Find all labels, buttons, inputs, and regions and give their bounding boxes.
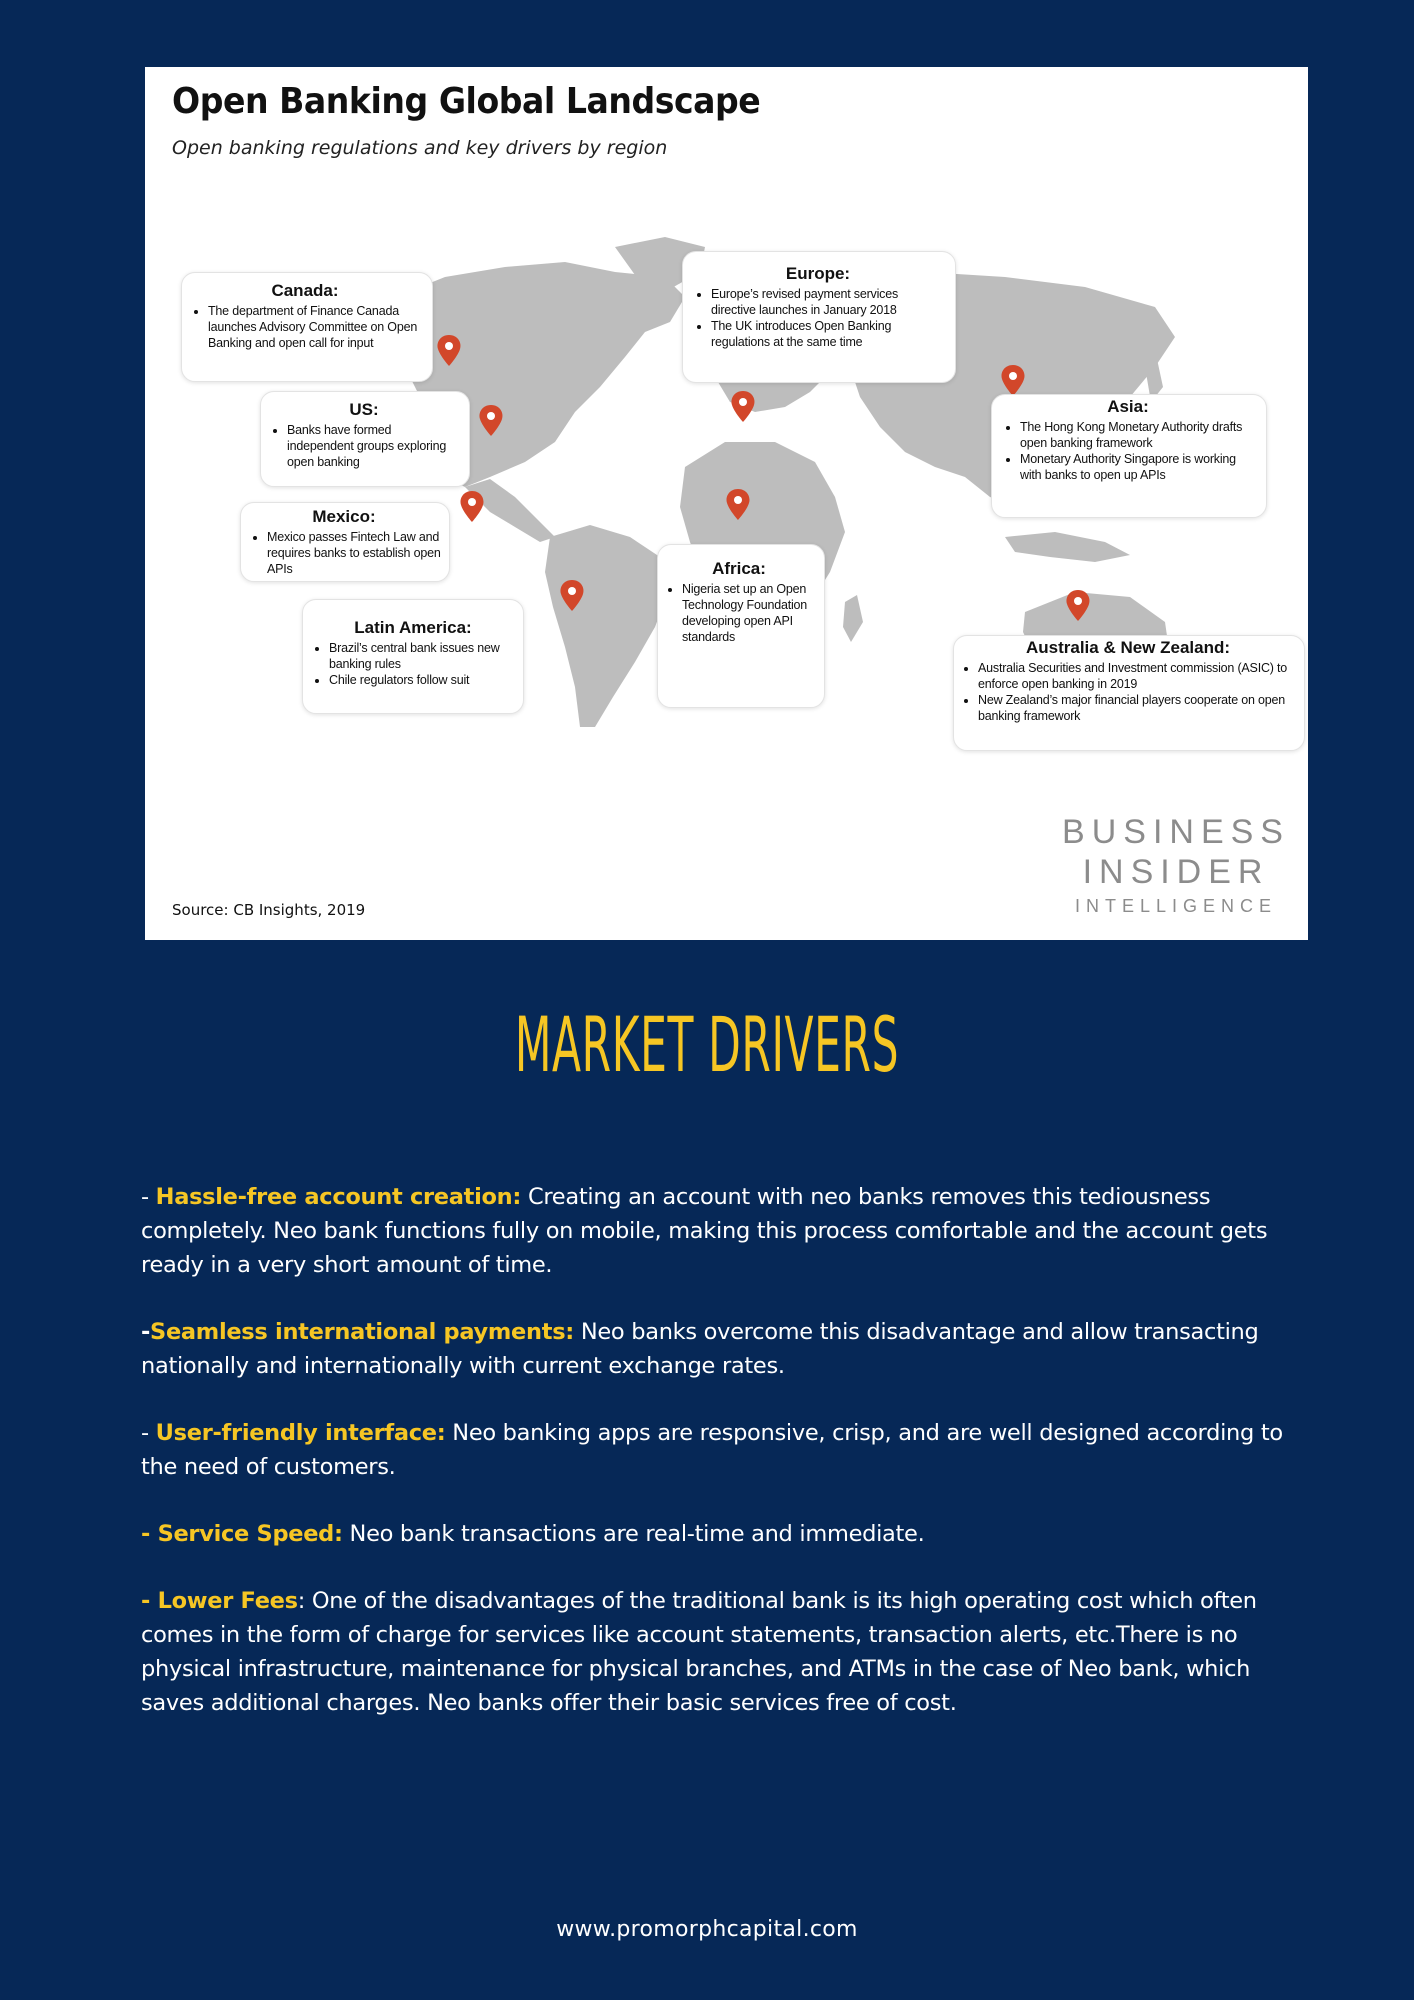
callout-europe-item: • The UK introduces Open Banking regulations at the same time <box>711 318 945 350</box>
callout-asia-item: • The Hong Kong Monetary Authority drafts open banking framework <box>1020 419 1256 451</box>
callout-latin-america-title: Latin America: <box>354 618 472 637</box>
section-heading: MARKET DRIVERS <box>514 1000 900 1089</box>
business-insider-logo <box>1062 812 1290 920</box>
callout-europe <box>682 251 956 383</box>
logo-line-business: BUSINESS <box>1062 813 1290 851</box>
callout-europe-title: Europe: <box>785 264 851 283</box>
open-banking-infographic <box>145 67 1308 940</box>
south-america-shape <box>545 525 670 727</box>
callout-canada <box>181 272 433 382</box>
madagascar-shape <box>843 595 863 642</box>
driver-text: : One of the disadvantages of the traditional bank is its high operating cost which often comes in the form of charge for services like account statements, transaction alerts, etc.There is no physical infrastructure, maintenance for physical branches, and ATMs in the case of Neo bank, which saves additional charges. Neo banks offer their basic services free of cost. <box>141 1588 1257 1716</box>
driver-prefix: - <box>141 1184 156 1210</box>
callout-europe-item: • Europe’s revised payment services directive launches in January 2018 <box>711 286 945 318</box>
market-drivers-list <box>141 1180 1286 1753</box>
callout-mexico-item: • Mexico passes Fintech Law and requires banks to establish open APIs <box>267 529 441 577</box>
callout-latin-america <box>302 599 524 714</box>
driver-label: Seamless international payments: <box>150 1319 574 1345</box>
driver-label: Hassle-free account creation: <box>155 1184 522 1210</box>
callout-latin-america-item: • Chile regulators follow suit <box>329 672 517 688</box>
callout-us-item: • Banks have formed independent groups exploring open banking <box>287 422 461 470</box>
callout-australia-new-zealand-item: • Australia Securities and Investment commission (ASIC) to enforce open banking in 2019 <box>978 660 1298 692</box>
indonesia-shape <box>1005 532 1130 562</box>
driver-item <box>141 1517 1286 1551</box>
callout-latin-america-item: • Brazil’s central bank issues new banking rules <box>329 640 517 672</box>
logo-line-intelligence: INTELLIGENCE <box>1075 896 1278 916</box>
infographic-title: Open Banking Global Landscape <box>172 81 761 122</box>
driver-prefix: - <box>141 1319 151 1345</box>
callout-australia-new-zealand-item: • New Zealand’s major financial players cooperate on open banking framework <box>978 692 1298 724</box>
driver-item <box>141 1584 1286 1720</box>
infographic-source: Source: CB Insights, 2019 <box>172 901 366 919</box>
driver-text: Creating an account with neo banks removes this tediousness completely. Neo bank functions fully on mobile, making this process comfortable and the account gets ready in a very short amount of time. <box>141 1184 1268 1278</box>
callout-us-title: US: <box>349 400 379 419</box>
callout-canada-title: Canada: <box>271 281 339 300</box>
callout-australia-new-zealand-title: Australia & New Zealand: <box>1025 638 1231 657</box>
driver-label: User-friendly interface: <box>155 1420 446 1446</box>
callout-africa-title: Africa: <box>712 559 766 578</box>
callout-us <box>260 391 470 487</box>
callout-australia-new-zealand <box>953 635 1305 751</box>
footer-website-link[interactable]: www.promorphcapital.com <box>556 1917 858 1942</box>
callout-asia-item: • Monetary Authority Singapore is working with banks to open up APIs <box>1020 451 1256 483</box>
pin-mexico-icon <box>460 491 483 522</box>
driver-item <box>141 1315 1286 1383</box>
driver-item <box>141 1416 1286 1484</box>
callout-asia <box>991 394 1267 518</box>
logo-line-insider: INSIDER <box>1082 853 1270 891</box>
callout-africa-item: • Nigeria set up an Open Technology Foundation developing open API standards <box>682 581 816 645</box>
driver-text: Neo banking apps are responsive, crisp, and are well designed according to the need of customers. <box>141 1420 1283 1480</box>
driver-prefix: - <box>141 1420 156 1446</box>
infographic-subtitle: Open banking regulations and key drivers by region <box>172 137 668 159</box>
driver-text: Neo banks overcome this disadvantage and allow transacting nationally and internationally with current exchange rates. <box>141 1319 1259 1379</box>
callout-canada-item: • The department of Finance Canada launches Advisory Committee on Open Banking and open call for input <box>208 303 422 351</box>
driver-label: - Service Speed: <box>141 1521 343 1547</box>
driver-label: - Lower Fees <box>141 1588 298 1614</box>
callout-africa <box>657 544 825 708</box>
callout-mexico <box>240 502 450 582</box>
pin-europe-icon <box>731 391 754 422</box>
callout-mexico-title: Mexico: <box>312 507 376 526</box>
callout-asia-title: Asia: <box>1107 397 1149 416</box>
driver-item <box>141 1180 1286 1282</box>
driver-text: Neo bank transactions are real-time and immediate. <box>342 1521 925 1547</box>
